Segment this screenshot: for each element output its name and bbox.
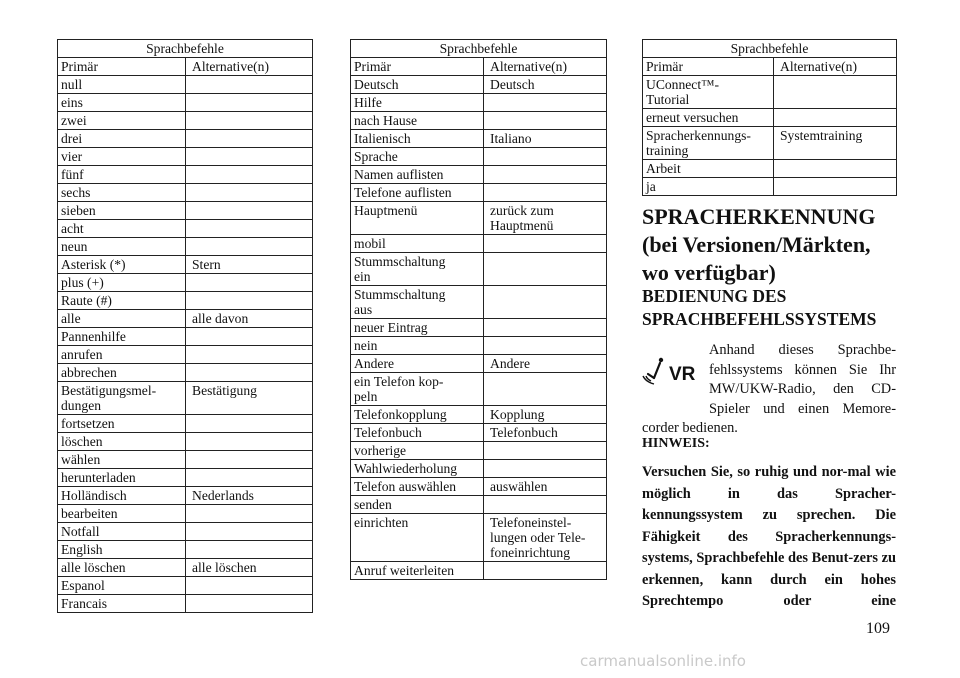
command-alternative <box>774 109 897 127</box>
command-alternative <box>774 160 897 178</box>
table-row <box>58 487 313 505</box>
command-alternative <box>484 373 607 406</box>
table-title: Sprachbefehle <box>58 40 313 58</box>
table-row <box>351 337 607 355</box>
command-alternative <box>186 577 313 595</box>
command-primary: fortsetzen <box>58 415 186 433</box>
command-primary: Espanol <box>58 577 186 595</box>
command-primary: Asterisk (*) <box>58 256 186 274</box>
command-alternative <box>484 562 607 580</box>
table-row <box>58 595 313 613</box>
command-alternative <box>484 337 607 355</box>
table-row <box>351 148 607 166</box>
command-primary: acht <box>58 220 186 238</box>
table-header-row <box>58 40 313 58</box>
watermark: carmanualsonline.info <box>580 652 746 670</box>
command-primary: null <box>58 76 186 94</box>
table-row <box>351 235 607 253</box>
table-row <box>58 451 313 469</box>
table-row <box>58 292 313 310</box>
column-header-alternative: Alternative(n) <box>774 58 897 76</box>
voice-commands-table-1 <box>57 39 313 613</box>
command-alternative: zurück zum Hauptmenü <box>484 202 607 235</box>
table-row <box>58 130 313 148</box>
command-alternative: Italiano <box>484 130 607 148</box>
command-primary: einrichten <box>351 514 484 562</box>
table-row <box>643 160 897 178</box>
table-row <box>643 178 897 196</box>
table-row <box>58 382 313 415</box>
command-primary: eins <box>58 94 186 112</box>
command-alternative <box>186 166 313 184</box>
table-row <box>351 355 607 373</box>
command-alternative: Telefonbuch <box>484 424 607 442</box>
section-heading: SPRACHERKENNUNG (bei Versionen/Märkten, wo verfügbar) <box>642 204 876 285</box>
column-header-primary: Primär <box>643 58 774 76</box>
command-alternative <box>186 505 313 523</box>
command-alternative <box>186 541 313 559</box>
command-alternative <box>186 469 313 487</box>
note-label: HINWEIS: <box>642 436 710 451</box>
command-alternative <box>484 253 607 286</box>
command-alternative <box>484 286 607 319</box>
command-primary: Hauptmenü <box>351 202 484 235</box>
command-alternative <box>186 274 313 292</box>
command-alternative <box>484 235 607 253</box>
command-primary: löschen <box>58 433 186 451</box>
command-primary: Holländisch <box>58 487 186 505</box>
command-alternative <box>484 496 607 514</box>
table-row <box>351 460 607 478</box>
command-alternative <box>186 202 313 220</box>
command-primary: Pannenhilfe <box>58 328 186 346</box>
table-row <box>351 373 607 406</box>
command-alternative <box>186 523 313 541</box>
voice-commands-table-3 <box>642 39 897 196</box>
table-row <box>58 76 313 94</box>
table-row <box>58 433 313 451</box>
command-primary: abbrechen <box>58 364 186 382</box>
table-row <box>58 238 313 256</box>
table-row <box>351 286 607 319</box>
table-row <box>351 319 607 337</box>
command-primary: UConnect™- Tutorial <box>643 76 774 109</box>
table-row <box>351 94 607 112</box>
command-alternative: Deutsch <box>484 76 607 94</box>
command-primary: anrufen <box>58 346 186 364</box>
command-primary: mobil <box>351 235 484 253</box>
voice-commands-table-2 <box>350 39 607 580</box>
table-row <box>58 148 313 166</box>
command-alternative <box>484 460 607 478</box>
command-alternative <box>186 130 313 148</box>
command-alternative: Systemtraining <box>774 127 897 160</box>
table-row <box>351 562 607 580</box>
table-row <box>351 442 607 460</box>
command-alternative: Stern <box>186 256 313 274</box>
command-alternative <box>186 328 313 346</box>
table-row <box>58 310 313 328</box>
command-alternative <box>186 364 313 382</box>
command-primary: nach Hause <box>351 112 484 130</box>
column-header-row <box>58 58 313 76</box>
command-primary: bearbeiten <box>58 505 186 523</box>
command-primary: Deutsch <box>351 76 484 94</box>
command-primary: Telefon auswählen <box>351 478 484 496</box>
command-alternative <box>186 595 313 613</box>
command-alternative: Telefoneinstel- lungen oder Tele- foneinrichtung <box>484 514 607 562</box>
table-row <box>58 112 313 130</box>
command-primary: Anruf weiterleiten <box>351 562 484 580</box>
table-header-row <box>643 40 897 58</box>
command-primary: nein <box>351 337 484 355</box>
command-primary: Italienisch <box>351 130 484 148</box>
command-alternative <box>484 166 607 184</box>
table-row <box>643 109 897 127</box>
command-primary: ein Telefon kop- peln <box>351 373 484 406</box>
command-primary: sechs <box>58 184 186 202</box>
command-alternative: Bestätigung <box>186 382 313 415</box>
command-alternative <box>186 94 313 112</box>
command-primary: Bestätigungsmel- dungen <box>58 382 186 415</box>
vr-icon-label: VR <box>669 364 696 385</box>
table-row <box>58 166 313 184</box>
command-alternative: auswählen <box>484 478 607 496</box>
table-row <box>643 76 897 109</box>
column-header-row <box>643 58 897 76</box>
table-row <box>58 415 313 433</box>
table-row <box>58 256 313 274</box>
table-row <box>58 505 313 523</box>
command-alternative <box>484 319 607 337</box>
command-alternative <box>484 94 607 112</box>
command-primary: Raute (#) <box>58 292 186 310</box>
table-header-row <box>351 40 607 58</box>
command-alternative <box>186 415 313 433</box>
command-primary: Francais <box>58 595 186 613</box>
command-alternative <box>484 112 607 130</box>
command-primary: herunterladen <box>58 469 186 487</box>
table-row <box>351 202 607 235</box>
command-primary: Sprache <box>351 148 484 166</box>
table-row <box>351 166 607 184</box>
command-alternative <box>186 292 313 310</box>
command-alternative <box>186 184 313 202</box>
command-alternative <box>186 346 313 364</box>
command-alternative <box>484 184 607 202</box>
table-row <box>58 559 313 577</box>
table-row <box>351 184 607 202</box>
command-alternative <box>186 451 313 469</box>
table-row <box>351 496 607 514</box>
command-primary: vorherige <box>351 442 484 460</box>
table-row <box>58 94 313 112</box>
note-text: Versuchen Sie, so ruhig und nor-mal wie möglich in das Spracher-kennungssystem zu sprechen. Die Fähigkeit des Spracherkennungs-systems, Sprachbefehle des Benut-zers zu erkennen, kann durch ein hohes Sprechtempo oder eine <box>642 464 896 609</box>
column-header-primary: Primär <box>58 58 186 76</box>
command-alternative: Andere <box>484 355 607 373</box>
command-primary: Notfall <box>58 523 186 541</box>
table-title: Sprachbefehle <box>643 40 897 58</box>
table-title: Sprachbefehle <box>351 40 607 58</box>
table-row <box>351 514 607 562</box>
command-alternative: alle davon <box>186 310 313 328</box>
intro-paragraph: Anhand dieses Sprachbe- fehlssystems können Sie Ihr MW/UKW-Radio, den CD- Spieler und einen Memore- corder bedienen. <box>642 342 896 436</box>
command-primary: Namen auflisten <box>351 166 484 184</box>
command-primary: English <box>58 541 186 559</box>
table-row <box>351 406 607 424</box>
command-primary: plus (+) <box>58 274 186 292</box>
command-alternative: Nederlands <box>186 487 313 505</box>
table-row <box>58 274 313 292</box>
table-row <box>58 328 313 346</box>
command-primary: Andere <box>351 355 484 373</box>
command-primary: Telefonbuch <box>351 424 484 442</box>
table-row <box>351 424 607 442</box>
command-alternative <box>186 112 313 130</box>
command-primary: zwei <box>58 112 186 130</box>
table-row <box>58 346 313 364</box>
table-row <box>58 523 313 541</box>
command-primary: wählen <box>58 451 186 469</box>
command-primary: Telefonkopplung <box>351 406 484 424</box>
command-alternative <box>186 238 313 256</box>
command-primary: neuer Eintrag <box>351 319 484 337</box>
command-primary: Stummschaltung aus <box>351 286 484 319</box>
command-primary: Arbeit <box>643 160 774 178</box>
command-alternative <box>774 76 897 109</box>
table-row <box>58 364 313 382</box>
table-row <box>351 253 607 286</box>
command-primary: ja <box>643 178 774 196</box>
command-alternative: alle löschen <box>186 559 313 577</box>
command-alternative <box>186 433 313 451</box>
command-primary: fünf <box>58 166 186 184</box>
command-primary: erneut versuchen <box>643 109 774 127</box>
command-primary: alle löschen <box>58 559 186 577</box>
column-header-primary: Primär <box>351 58 484 76</box>
command-primary: alle <box>58 310 186 328</box>
command-primary: Telefone auflisten <box>351 184 484 202</box>
section-subheading: BEDIENUNG DES SPRACHBEFEHLSSYSTEMS <box>642 286 877 329</box>
command-alternative <box>186 220 313 238</box>
table-row <box>351 478 607 496</box>
table-row <box>351 130 607 148</box>
command-primary: Spracherkennungs- training <box>643 127 774 160</box>
table-row <box>58 184 313 202</box>
command-alternative <box>774 178 897 196</box>
command-primary: vier <box>58 148 186 166</box>
page-number: 109 <box>866 620 890 637</box>
table-row <box>58 469 313 487</box>
command-alternative: Kopplung <box>484 406 607 424</box>
command-primary: neun <box>58 238 186 256</box>
command-alternative <box>186 148 313 166</box>
command-alternative <box>484 442 607 460</box>
table-row <box>351 112 607 130</box>
column-header-alternative: Alternative(n) <box>186 58 313 76</box>
column-header-alternative: Alternative(n) <box>484 58 607 76</box>
command-primary: Stummschaltung ein <box>351 253 484 286</box>
table-row <box>58 220 313 238</box>
table-row <box>351 76 607 94</box>
table-row <box>58 577 313 595</box>
command-alternative <box>186 76 313 94</box>
table-row <box>58 202 313 220</box>
command-alternative <box>484 148 607 166</box>
table-row <box>643 127 897 160</box>
table-row <box>58 541 313 559</box>
command-primary: Hilfe <box>351 94 484 112</box>
command-primary: drei <box>58 130 186 148</box>
column-header-row <box>351 58 607 76</box>
command-primary: Wahlwiederholung <box>351 460 484 478</box>
command-primary: senden <box>351 496 484 514</box>
command-primary: sieben <box>58 202 186 220</box>
